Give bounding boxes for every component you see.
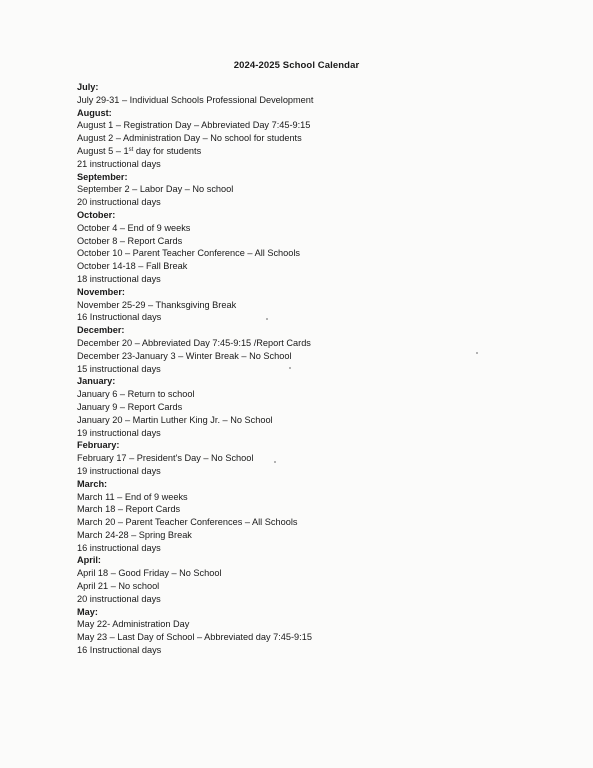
calendar-entry: December 23-January 3 – Winter Break – No School [77, 350, 292, 361]
calendar-entry: March 20 – Parent Teacher Conferences – All Schools [77, 517, 298, 528]
calendar-entry: 20 instructional days [77, 593, 161, 604]
calendar-entry: February 17 – President's Day – No School [77, 453, 254, 464]
calendar-entry: March 18 – Report Cards [77, 504, 181, 515]
month-section [77, 171, 557, 209]
month-section [77, 81, 557, 107]
month-heading: September: [77, 171, 128, 182]
calendar-entry: November 25-29 – Thanksgiving Break [77, 299, 237, 310]
scan-speck [289, 367, 291, 369]
month-heading: January: [77, 376, 116, 387]
month-heading: October: [77, 209, 116, 220]
scan-speck [266, 318, 268, 320]
month-heading: April: [77, 555, 101, 566]
calendar-entry: March 11 – End of 9 weeks [77, 491, 188, 502]
calendar-entry: September 2 – Labor Day – No school [77, 184, 234, 195]
month-section [77, 606, 557, 657]
calendar-entry: March 24-28 – Spring Break [77, 529, 192, 540]
month-section [77, 209, 557, 286]
calendar-entry: August 5 – 1st day for students [77, 145, 202, 156]
month-heading: May: [77, 606, 98, 617]
month-heading: November: [77, 286, 125, 297]
calendar-entry: 20 instructional days [77, 197, 161, 208]
calendar-entry: January 6 – Return to school [77, 389, 195, 400]
month-section [77, 324, 557, 375]
calendar-entry: August 1 – Registration Day – Abbreviated Day 7:45-9:15 [77, 120, 311, 131]
page-title: 2024-2025 School Calendar [233, 60, 360, 71]
month-section [77, 375, 557, 439]
calendar-entry: October 10 – Parent Teacher Conference – All Schools [77, 248, 301, 259]
month-heading: March: [77, 478, 108, 489]
calendar-entry: 19 instructional days [77, 427, 161, 438]
calendar-entry: January 20 – Martin Luther King Jr. – No School [77, 414, 273, 425]
calendar-entry: August 2 – Administration Day – No school for students [77, 133, 302, 144]
calendar-entry: 18 instructional days [77, 273, 161, 284]
calendar-entry: 16 instructional days [77, 542, 161, 553]
calendar-entry: 19 instructional days [77, 465, 161, 476]
calendar-entry: October 14-18 – Fall Break [77, 261, 188, 272]
calendar-entry: April 18 – Good Friday – No School [77, 568, 222, 579]
calendar-entry: October 8 – Report Cards [77, 235, 183, 246]
calendar-entry: October 4 – End of 9 weeks [77, 222, 191, 233]
calendar-list [77, 81, 557, 657]
calendar-entry: 15 instructional days [77, 363, 161, 374]
scan-speck [476, 352, 478, 354]
month-heading: August: [77, 107, 112, 118]
month-section [77, 478, 557, 555]
calendar-entry: April 21 – No school [77, 581, 160, 592]
calendar-entry: May 23 – Last Day of School – Abbreviated day 7:45-9:15 [77, 632, 312, 643]
month-section [77, 554, 557, 605]
calendar-entry: December 20 – Abbreviated Day 7:45-9:15 /Report Cards [77, 337, 311, 348]
calendar-entry: January 9 – Report Cards [77, 401, 183, 412]
scan-speck [274, 461, 276, 463]
month-section [77, 439, 557, 477]
month-section [77, 286, 557, 324]
month-section [77, 107, 557, 171]
calendar-entry: July 29-31 – Individual Schools Professional Development [77, 94, 314, 105]
calendar-entry: 16 Instructional days [77, 312, 162, 323]
month-heading: February: [77, 440, 120, 451]
month-heading: July: [77, 82, 99, 92]
calendar-entry: May 22- Administration Day [77, 619, 190, 630]
calendar-entry: 16 Instructional days [77, 645, 162, 656]
month-heading: December: [77, 325, 125, 336]
calendar-entry: 21 instructional days [77, 158, 161, 169]
